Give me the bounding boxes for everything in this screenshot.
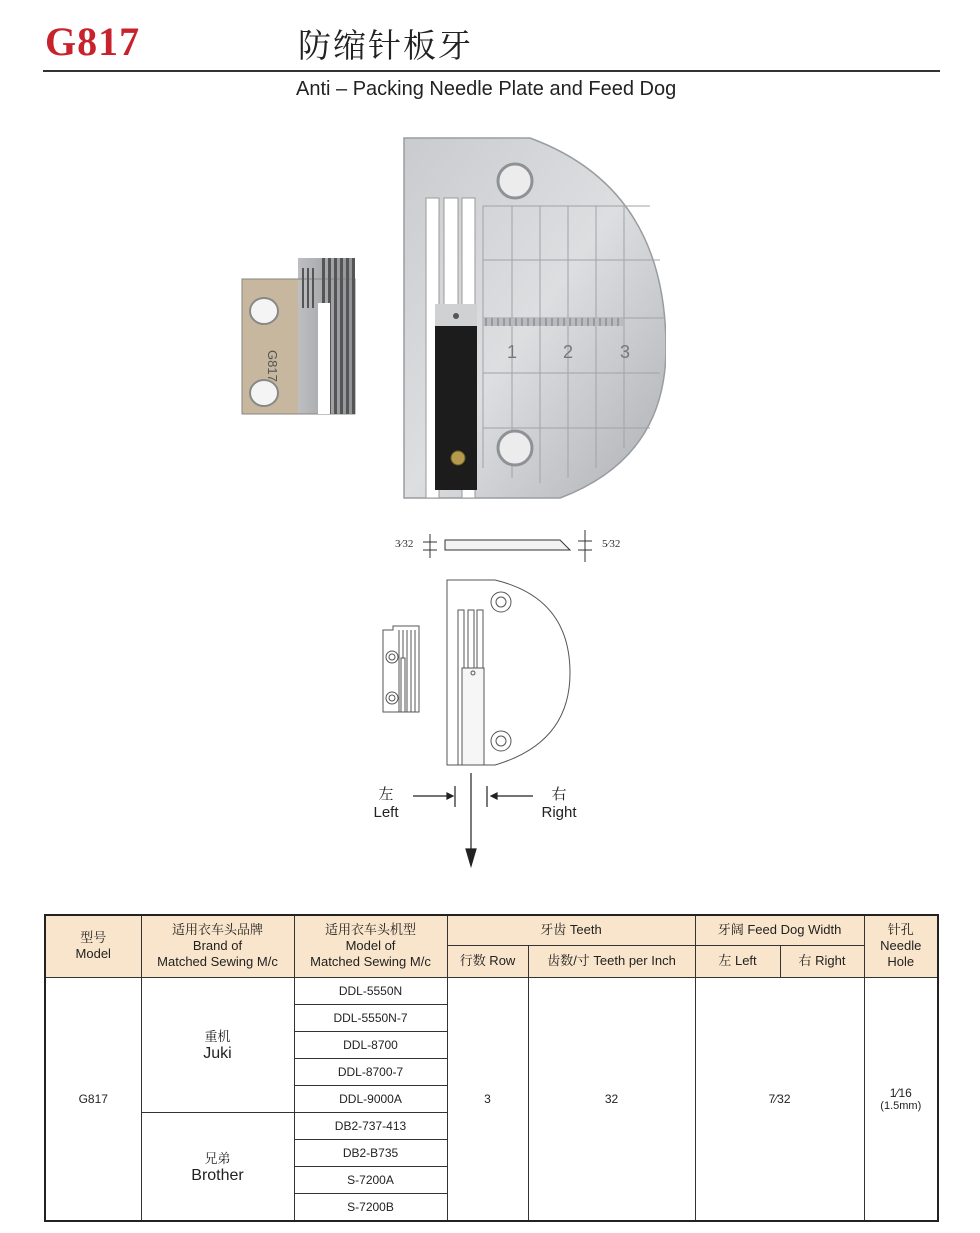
table-row: DB2-B735 xyxy=(294,1139,447,1166)
header-rule xyxy=(43,70,940,72)
direction-right-cn: 右 xyxy=(551,786,567,803)
header-mc-en1: Model of xyxy=(345,938,396,954)
header-teeth: 牙齿 Teeth xyxy=(447,915,695,945)
table-row: DDL-8700 xyxy=(294,1031,447,1058)
brand-juki-en: Juki xyxy=(203,1045,232,1062)
thickness-left-label: 3⁄32 xyxy=(395,538,414,550)
needle-hole-inch: 1⁄16 xyxy=(889,1085,912,1100)
header-hole-en2: Hole xyxy=(887,954,915,970)
cell-width: 7⁄32 xyxy=(695,977,864,1221)
table-row: DDL-9000A xyxy=(294,1085,447,1112)
brand-brother-cn: 兄弟 xyxy=(204,1150,231,1166)
table-row: DDL-5550N-7 xyxy=(294,1004,447,1031)
header-tpi: 齿数/寸 Teeth per Inch xyxy=(528,945,695,977)
svg-text:G817: G817 xyxy=(265,350,280,382)
table-row: DDL-8700-7 xyxy=(294,1058,447,1085)
header-brand xyxy=(141,915,294,977)
cell-brand-juki xyxy=(141,977,294,1112)
needle-plate-photo xyxy=(404,138,666,498)
brand-juki-cn: 重机 xyxy=(204,1029,231,1044)
table-row: DDL-5550N xyxy=(294,977,447,1004)
product-title-en: Anti – Packing Needle Plate and Feed Dog xyxy=(296,78,677,100)
header-mc-cn: 适用衣车头机型 xyxy=(324,922,416,938)
header-right: 右 Right xyxy=(780,945,864,977)
header-needle-hole xyxy=(864,915,938,977)
cell-row: 3 xyxy=(447,977,528,1221)
direction-right-en: Right xyxy=(541,804,577,821)
spec-table xyxy=(44,914,939,1222)
product-title-cn: 防缩针板牙 xyxy=(298,26,473,65)
plate-scale-3: 3 xyxy=(620,342,631,362)
plate-scale-2: 2 xyxy=(563,342,574,362)
table-row: DB2-737-413 xyxy=(294,1112,447,1139)
needle-hole-mm: (1.5mm) xyxy=(880,1099,922,1112)
header-row: 行数 Row xyxy=(447,945,528,977)
header-model xyxy=(45,915,141,977)
header-left: 左 Left xyxy=(695,945,780,977)
table-row: S-7200B xyxy=(294,1193,447,1221)
header-brand-cn: 适用衣车头品牌 xyxy=(171,922,263,938)
header-model-en: Model xyxy=(75,946,111,962)
cell-model: G817 xyxy=(45,977,141,1221)
header-machine-model xyxy=(294,915,447,977)
direction-left xyxy=(366,786,406,822)
header-hole-en1: Needle xyxy=(880,938,922,954)
header-width: 牙阔 Feed Dog Width xyxy=(695,915,864,945)
header-mc-en2: Matched Sewing M/c xyxy=(310,954,431,970)
brand-brother-en: Brother xyxy=(191,1166,244,1184)
table-row: S-7200A xyxy=(294,1166,447,1193)
thickness-right-label: 5⁄32 xyxy=(602,538,621,550)
direction-left-cn: 左 xyxy=(378,786,394,803)
direction-right xyxy=(535,786,583,822)
feed-dog-photo xyxy=(242,258,355,414)
plate-scale-1: 1 xyxy=(507,342,518,362)
cell-needle-hole xyxy=(864,977,938,1221)
header-brand-en2: Matched Sewing M/c xyxy=(157,954,278,970)
direction-left-en: Left xyxy=(373,804,399,821)
cell-brand-brother xyxy=(141,1112,294,1221)
header-model-cn: 型号 xyxy=(80,930,107,946)
header-hole-cn: 针孔 xyxy=(887,922,914,938)
product-code: G817 xyxy=(45,19,141,64)
product-photo xyxy=(230,128,666,512)
header-brand-en1: Brand of xyxy=(192,938,243,954)
cell-tpi: 32 xyxy=(528,977,695,1221)
